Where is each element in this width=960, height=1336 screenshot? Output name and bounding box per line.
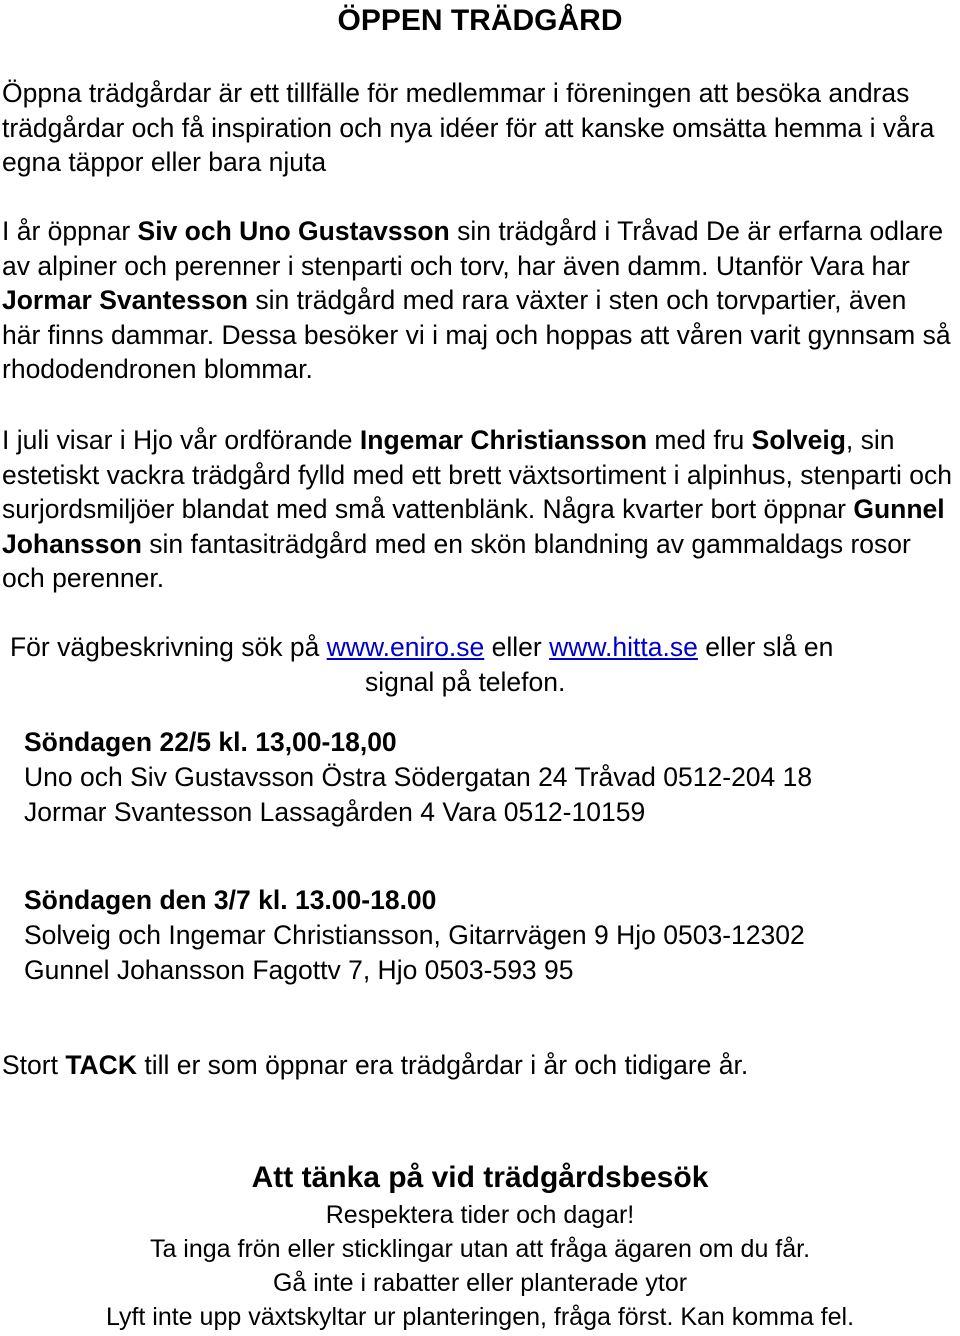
summer-text-2: med fru	[647, 425, 752, 455]
schedule-heading: Söndagen den 3/7 kl. 13.00-18.00	[24, 885, 437, 915]
directions-line	[10, 630, 955, 665]
host-name-svantesson: Jormar Svantesson	[2, 285, 248, 315]
visit-tips	[0, 1158, 960, 1334]
tip-line: Respektera tider och dagar!	[325, 1201, 635, 1229]
directions-prefix: För vägbeskrivning sök på	[10, 632, 327, 662]
directions-block	[10, 630, 955, 700]
tips-heading: Att tänka på vid trädgårdsbesök	[251, 1161, 709, 1194]
directions-suffix: eller slå en	[697, 632, 834, 662]
directions-line-2: signal på telefon.	[365, 667, 566, 697]
schedule-may	[24, 725, 954, 830]
summer-text-4: sin fantasiträdgård med en skön blandning av gammaldags rosor och perenner.	[2, 528, 911, 593]
eniro-link[interactable]: www.eniro.se	[326, 632, 485, 662]
summer-text-1: I juli visar i Hjo vår ordförande	[2, 425, 360, 455]
host-name-christiansson: Ingemar Christiansson	[359, 425, 648, 455]
spring-text-3: sin trädgård med rara växter i sten och torvpartier, även här finns dammar. Dessa besöker vi i maj och hoppas att våren varit gynnsam så rhododendronen blommar.	[2, 285, 951, 384]
spring-text-2: sin trädgård i Tråvad De är erfarna odlare av alpiner och perenner i stenparti och torv, har även damm. Utanför Vara har	[2, 216, 944, 281]
schedule-line: Jormar Svantesson Lassagården 4 Vara 0512-10159	[24, 797, 646, 827]
thanks-line	[2, 1048, 952, 1082]
schedule-line: Uno och Siv Gustavsson Östra Södergatan 24 Tråvad 0512-204 18	[24, 762, 813, 792]
host-name-solveig: Solveig	[751, 425, 846, 455]
schedule-july	[24, 883, 954, 988]
schedule-line: Gunnel Johansson Fagottv 7, Hjo 0503-593 95	[24, 955, 574, 985]
spring-gardens-paragraph	[2, 214, 952, 387]
tip-line: Ta inga frön eller sticklingar utan att fråga ägaren om du får.	[149, 1235, 811, 1263]
summer-text-3: , sin estetiskt vackra trädgård fylld med ett brett växtsortiment i alpinhus, stenparti och surjordsmiljöer blandat med små vattenblänk. Några kvarter bort öppnar	[2, 425, 953, 524]
thanks-prefix: Stort	[2, 1050, 66, 1080]
page-title: ÖPPEN TRÄDGÅRD	[337, 4, 623, 37]
tip-line: Lyft inte upp växtskyltar ur planteringen, fråga först. Kan komma fel.	[105, 1303, 855, 1331]
schedule-line: Solveig och Ingemar Christiansson, Gitarrvägen 9 Hjo 0503-12302	[24, 920, 805, 950]
host-name-johansson: Gunnel Johansson	[2, 494, 945, 559]
intro-paragraph: Öppna trädgårdar är ett tillfälle för medlemmar i föreningen att besöka andras trädgårdar och få inspiration och nya idéer för att kanske omsätta hemma i våra egna täppor eller bara njuta	[2, 78, 935, 177]
hitta-link[interactable]: www.hitta.se	[549, 632, 698, 662]
thanks-suffix: till er som öppnar era trädgårdar i år och tidigare år.	[136, 1050, 749, 1080]
thanks-bold: TACK	[65, 1050, 137, 1080]
spring-text-1: I år öppnar	[2, 216, 138, 246]
directions-mid: eller	[484, 632, 550, 662]
summer-gardens-paragraph	[2, 423, 952, 596]
tip-line: Gå inte i rabatter eller planterade ytor	[272, 1269, 688, 1297]
schedule-heading: Söndagen 22/5 kl. 13,00-18,00	[24, 727, 397, 757]
host-name-gustavsson: Siv och Uno Gustavsson	[137, 216, 450, 246]
